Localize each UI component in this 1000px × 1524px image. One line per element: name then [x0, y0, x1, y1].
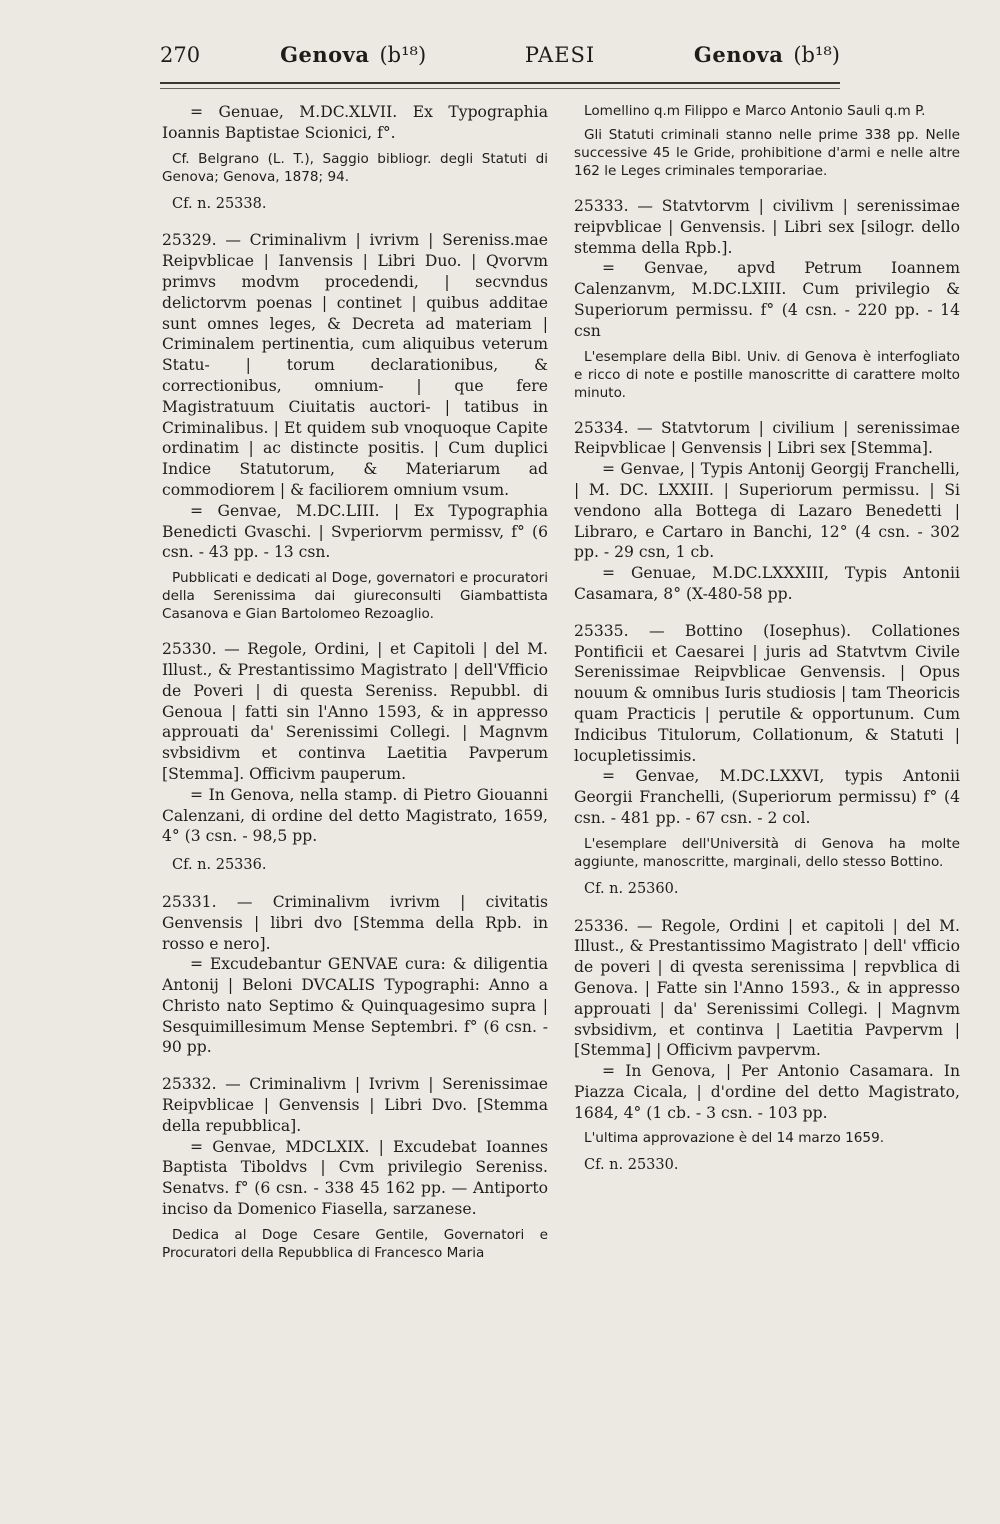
- right-column: [574, 102, 960, 1494]
- catalog-cf: Cf. n. 25330.: [584, 1157, 679, 1174]
- left-column: [162, 102, 548, 1494]
- catalog-note: Cf. Belgrano (L. T.), Saggio bibliogr. degli Statuti di Genova; Genova, 1878; 94.: [162, 150, 548, 185]
- center-heading: PAESI: [524, 43, 596, 67]
- left-heading-code: (b¹⁸): [379, 43, 427, 67]
- header-rule: [160, 82, 840, 84]
- catalog-imprint: = Genvae, M.DC.LXXVI, typis Antonii Georgii Franchelli, (Superiorum permissu) f° (4 csn. - 481 pp. - 67 csn. - 2 col.: [574, 767, 960, 827]
- catalog-note: L'esemplare della Bibl. Univ. di Genova è interfogliato e ricco di note e postille manoscritte di carattere molto minuto.: [574, 348, 960, 401]
- catalog-imprint: = Excudebantur GENVAE cura: & diligentia Antonij | Beloni DVCALIS Typographi: Anno a Christo nato Septimo & Quinquagesimo supra | Sesquimillesimum Mense Septembri. f° (6 csn. - 90 pp.: [162, 955, 548, 1057]
- catalog-entry: 25336. — Regole, Ordini | et capitoli | del M. Illust., & Prestantissimo Magistrato | dell' vfficio de poveri | di qvesta serenissima | repvblica di Genova. | Fatte sin l'Anno 1593., & in appresso approuati | da' Serenissimi Collegi. | Magnvm svbsidivm, et continva | Laetitia Pavpervm | [Stemma] | Officivm pavpervm.: [574, 916, 960, 1060]
- catalog-imprint: = Genvae, MDCLXIX. | Excudebat Ioannes Baptista Tiboldvs | Cvm privilegio Sereniss. Senatvs. f° (6 csn. - 338 45 162 pp. — Antiporto inciso da Domenico Fiasella, sarzanese.: [162, 1137, 548, 1219]
- catalog-entry: 25334. — Statvtorum | civilium | serenissimae Reipvblicae | Genvensis | Libri sex [Stemma].: [574, 418, 960, 458]
- catalog-imprint: = In Genova, nella stamp. di Pietro Giouanni Calenzani, di ordine del detto Magistrato, 1659, 4° (3 csn. - 98,5 pp.: [162, 785, 548, 846]
- catalog-imprint: = Genvae, M.DC.LIII. | Ex Typographia Benedicti Gvaschi. | Svperiorvm permissv, f° (6 csn. - 43 pp. - 13 csn.: [162, 501, 548, 562]
- catalog-note: Lomellino q.m Filippo e Marco Antonio Sauli q.m P.: [584, 103, 926, 119]
- catalog-entry: 25332. — Criminalivm | Ivrivm | Serenissimae Reipvblicae | Genvensis | Libri Dvo. [Stemma della repubblica].: [162, 1075, 548, 1135]
- catalog-entry: 25335. — Bottino (Iosephus). Collationes Pontificii et Caesarei | juris ad Statvtvm Civile Serenissimae Reipvblicae Genvensis. | Opus nouum & omnibus Iuris studiosis | tam Theoricis quam Practicis | perutile & opportunum. Cum Indicibus Titulorum, Collationum, & Statuti | locupletissimis.: [574, 621, 960, 765]
- catalog-note: L'ultima approvazione è del 14 marzo 1659.: [584, 1130, 885, 1147]
- catalog-imprint: = Genuae, M.DC.LXXXIII, Typis Antonii Casamara, 8° (X-480-58 pp.: [574, 564, 960, 603]
- catalog-imprint: = Genuae, M.DC.XLVII. Ex Typographia Ioannis Baptistae Scionici, f°.: [162, 103, 548, 142]
- right-heading-title: Genova: [693, 42, 784, 67]
- catalog-imprint: = In Genova, | Per Antonio Casamara. In Piazza Cicala, | d'ordine del detto Magistrato, 1684, 4° (1 cb. - 3 csn. - 103 pp.: [574, 1062, 960, 1122]
- catalog-note: L'esemplare dell'Università di Genova ha molte aggiunte, manoscritte, marginali, dello stesso Bottino.: [574, 835, 960, 870]
- catalog-note: Pubblicati e dedicati al Doge, governatori e procuratori della Serenissima dai giureconsulti Giambattista Casanova e Gian Bartolomeo Rezoaglio.: [162, 570, 548, 623]
- catalog-imprint: = Genvae, apvd Petrum Ioannem Calenzanvm, M.DC.LXIII. Cum privilegio & Superiorum permissu. f° (4 csn. - 220 pp. - 14 csn: [574, 259, 960, 340]
- catalog-cf: Cf. n. 25336.: [172, 857, 267, 874]
- catalog-entry: 25329. — Criminalivm | ivrivm | Sereniss.mae Reipvblicae | Ianvensis | Libri Duo. | Qvorvm primvs modvm procedendi, | secvndus delictorvm poenas | continet | quibus additae sunt omnes leges, & Decreta ad materiam | Criminalem pertinentia, cum aliquibus veterum Statu- | torum declarationibus, & correctionibus, omnium- | que fere Magistratuum Ciuitatis auctori- | tatibus in Criminalibus. | Et quidem sub vnoquoque Capite ordinatim | ac distincte positis. | Cum duplici Indice Statutorum, & Materiarum ad commodiorem | & faciliorem omnium vsum.: [162, 231, 548, 499]
- catalog-cf: Cf. n. 25360.: [584, 880, 679, 897]
- running-head: [160, 42, 840, 78]
- catalog-note: Gli Statuti criminali stanno nelle prime 338 pp. Nelle successive 45 le Gride, prohibitione d'armi e nelle altre 162 le Leges criminales temporariae.: [574, 127, 960, 179]
- right-heading-code: (b¹⁸): [793, 43, 840, 67]
- running-head-left: [160, 42, 426, 67]
- catalog-cf: Cf. n. 25338.: [172, 195, 267, 212]
- left-heading-title: Genova: [280, 42, 370, 67]
- catalog-entry: 25330. — Regole, Ordini, | et Capitoli | del M. Illust., & Prestantissimo Magistrato | dell'Vfficio de Poveri | di questa Sereniss. Repubbl. di Genoua | fatti sin l'Anno 1593, & in appresso approuati da' Serenissimi Collegi. | Magnvm svbsidivm et continva Laetitia Pavperum [Stemma]. Officivm pauperum.: [162, 640, 548, 783]
- catalog-imprint: = Genvae, | Typis Antonij Georgij Franchelli, | M. DC. LXXIII. | Superiorum permissu. | Si vendono alla Bottega di Lazaro Benedetti | Libraro, e Cartaro in Banchi, 12° (4 csn. - 302 pp. - 29 csn, 1 cb.: [574, 460, 960, 562]
- catalog-entry: 25333. — Statvtorvm | civilivm | serenissimae reipvblicae | Genvensis. | Libri sex [silogr. dello stemma della Rpb.].: [574, 197, 960, 257]
- running-head-right: [694, 42, 840, 67]
- header-rule-thin: [160, 88, 840, 89]
- page-number: 270: [160, 43, 201, 67]
- catalog-note: Dedica al Doge Cesare Gentile, Governatori e Procuratori della Repubblica di Francesco Maria: [162, 1226, 548, 1261]
- catalog-entry: 25331. — Criminalivm ivrivm | civitatis Genvensis | libri dvo [Stemma della Rpb. in rosso e nero].: [162, 892, 548, 953]
